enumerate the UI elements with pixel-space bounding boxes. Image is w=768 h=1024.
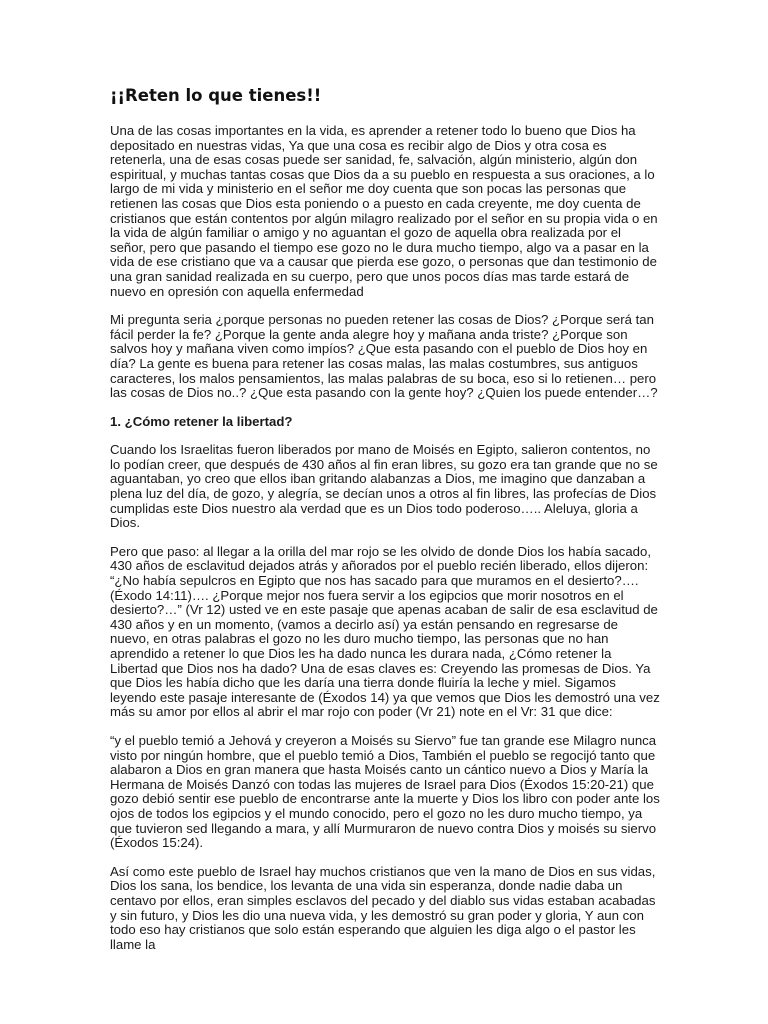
document-title: ¡¡Reten lo que tienes!! bbox=[110, 86, 322, 105]
section-heading: 1. ¿Cómo retener la libertad? bbox=[110, 413, 293, 429]
section-paragraph: Cuando los Israelitas fueron liberados por mano de Moisés en Egipto, salieron contentos, no lo podían creer, que después de 430 años al fin eran libres, su gozo era tan grande que no se aguantaban, yo creo que ellos iban gritando alabanzas a Dios, me imagino que danzaban a plena luz del día, de gozo, y alegría, se decían unos a otros al fin libres, las profecías de Dios cumplidas este Dios nuestro ala verdad que es un Dios todo poderoso….. Aleluya, gloria a Dios. bbox=[110, 442, 658, 531]
questions-paragraph: Mi pregunta seria ¿porque personas no pueden retener las cosas de Dios? ¿Porque será tan fácil perder la fe? ¿Porque la gente anda alegre hoy y mañana anda triste? ¿Porque son salvos hoy y mañana viven como impíos? ¿Que esta pasando con el pueblo de Dios hoy en día? La gente es buena para retener las cosas malas, las malas costumbres, sus antiguos caracteres, los malos pensamientos, las malas palabras de su boca, eso si lo retienen… pero las cosas de Dios no..? ¿Que esta pasando con la gente hoy? ¿Quien los puede entender…? bbox=[110, 312, 658, 401]
section-paragraph: “y el pueblo temió a Jehová y creyeron a Moisés su Siervo” fue tan grande ese Milagro nunca visto por ningún hombre, que el pueblo temió a Dios, También el pueblo se regocijó tanto que alabaron a Dios en gran manera que hasta Moisés canto un cántico nuevo a Dios y María la Hermana de Moisés Danzó con todas las mujeres de Israel para Dios (Éxodos 15:20-21) que gozo debió sentir ese pueblo de encontrarse ante la muerte y Dios los libro con poder ante los ojos de todos los egipcios y el mundo conocido, pero el gozo no les duro mucho tiempo, ya que tuvieron sed llegando a mara, y allí Murmuraron de nuevo contra Dios y moisés su siervo (Éxodos 15:24). bbox=[110, 732, 660, 851]
section-paragraph: Pero que paso: al llegar a la orilla del mar rojo se les olvido de donde Dios los había sacado, 430 años de esclavitud dejados atrás y añorados por el pueblo recién liberado, ellos dijeron: “¿No había sepulcros en Egipto que nos has sacado para que muramos en el desierto?…. (Éxodo 14:11)…. ¿Porque mejor nos fuera servir a los egipcios que morir nosotros en el desierto?…” (Vr 12) usted ve en este pasaje que apenas acaban de salir de esa esclavitud de 430 años y en un momento, (vamos a decirlo así) ya están pensando en regresarse de nuevo, en otras palabras el gozo no les duro mucho tiempo, las personas que no han aprendido a retener lo que Dios les ha dado nunca les durara nada, ¿Cómo retener la Libertad que Dios nos ha dado? Una de esas claves es: Creyendo las promesas de Dios. Ya que Dios les había dicho que les daría una tierra donde fluiría la leche y miel. Sigamos leyendo este pasaje interesante de (Éxodos 14) ya que vemos que Dios les demostró una vez más su amor por ellos al abrir el mar rojo con poder (Vr 21) note en el Vr: 31 que dice: bbox=[110, 543, 660, 720]
intro-paragraph: Una de las cosas importantes en la vida, es aprender a retener todo lo bueno que Dios ha depositado en nuestras vidas, Ya que una cosa es recibir algo de Dios y otra cosa es retenerla, una de esas cosas puede ser sanidad, fe, salvación, algún ministerio, algún don espiritual, y muchas tantas cosas que Dios da a su pueblo en respuesta a sus oraciones, a lo largo de mi vida y ministerio en el señor me doy cuenta que son pocas las personas que retienen las cosas que Dios esta poniendo o a puesto en cada creyente, me doy cuenta de cristianos que están contentos por algún milagro realizado por el señor en su propia vida o en la vida de algún familiar o amigo y no aguantan el gozo de aquella obra realizada por el señor, pero que pasando el tiempo ese gozo no le dura mucho tiempo, algo va a pasar en la vida de ese cristiano que va a causar que pierda ese gozo, o personas que dan testimonio de una gran sanidad realizada en su cuerpo, pero que unos pocos días mas tarde estará de nuevo en opresión con aquella enfermedad bbox=[110, 123, 658, 299]
document-page bbox=[110, 86, 660, 966]
section-paragraph: Así como este pueblo de Israel hay muchos cristianos que ven la mano de Dios en sus vidas, Dios los sana, los bendice, los levanta de una vida sin esperanza, donde nadie daba un centavo por ellos, eran simples esclavos del pecado y del diablo sus vidas estaban acabadas y sin futuro, y Dios les dio una nueva vida, y les demostró su gran poder y gloria, Y aun con todo eso hay cristianos que solo están esperando que alguien les diga algo o el pastor les llame la bbox=[110, 863, 656, 952]
